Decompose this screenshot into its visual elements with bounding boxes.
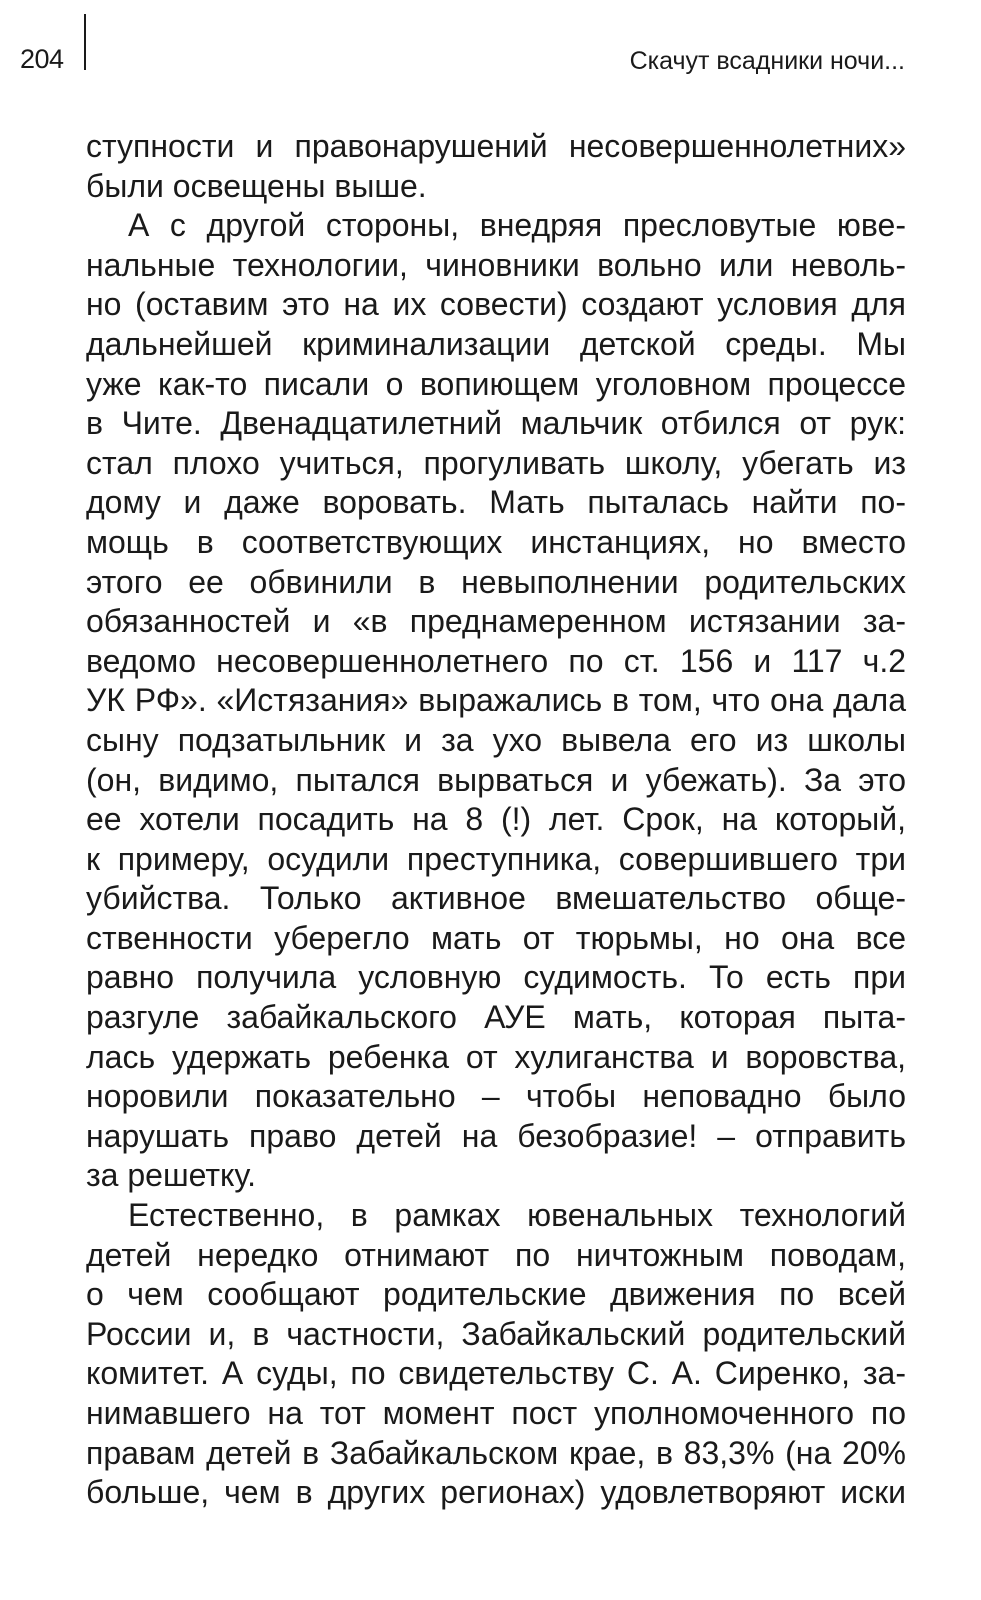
text-line: детей нередко отнимают по ничтожным поводам,: [86, 1236, 906, 1273]
page-number: 204: [20, 44, 64, 74]
text-line: правам детей в Забайкальском крае, в 83,3% (на 20%: [86, 1434, 906, 1471]
text-line: нальные технологии, чиновники вольно или неволь-: [86, 246, 906, 283]
text-line: но (оставим это на их совести) создают условия для: [86, 286, 906, 323]
paragraph: [86, 206, 906, 1196]
body-text: [86, 127, 906, 1513]
text-line: разгуле забайкальского АУЕ мать, которая пыта-: [86, 999, 906, 1036]
text-line: убийства. Только активное вмешательство обще-: [86, 880, 906, 917]
text-line: уже как-то писали о вопиющем уголовном процессе: [86, 365, 906, 402]
text-line: комитет. А суды, по свидетельству С. А. Сиренко, за-: [86, 1355, 906, 1392]
text-line: больше, чем в других регионах) удовлетворяют иски: [86, 1474, 906, 1511]
text-line: к примеру, осудили преступника, совершившего три: [86, 840, 906, 877]
page-header: [0, 0, 981, 100]
text-line: ступности и правонарушений несовершеннолетних»: [86, 128, 906, 164]
paragraph: [86, 1196, 906, 1513]
text-line: УК РФ». «Истязания» выражались в том, что она дала: [86, 682, 906, 719]
text-line: этого ее обвинили в невыполнении родительских: [86, 563, 906, 600]
text-line: дальнейшей криминализации детской среды. Мы: [86, 325, 906, 362]
text-line: мощь в соответствующих инстанциях, но вместо: [86, 523, 906, 560]
text-line: нимавшего на тот момент пост уполномоченного по: [86, 1395, 906, 1431]
text-line: норовили показательно – чтобы неповадно было: [86, 1078, 906, 1115]
text-line: лась удержать ребенка от хулиганства и воровства,: [86, 1038, 906, 1075]
text-line: в Чите. Двенадцатилетний мальчик отбился от рук:: [86, 405, 906, 442]
text-line: нарушать право детей на безобразие! – отправить: [86, 1117, 906, 1154]
text-line: ведомо несовершеннолетнего по ст. 156 и 117 ч.2: [86, 642, 906, 679]
text-line: стал плохо учиться, прогуливать школу, убегать из: [86, 444, 906, 481]
text-line: о чем сообщают родительские движения по всей: [86, 1276, 906, 1313]
text-line: за решетку.: [86, 1157, 257, 1194]
header-divider: [84, 14, 86, 70]
text-line: ственности уберегло мать от тюрьмы, но она все: [86, 919, 906, 956]
text-line: равно получила условную судимость. То есть при: [86, 959, 906, 996]
text-line: России и, в частности, Забайкальский родительский: [86, 1315, 906, 1352]
paragraph: [86, 127, 906, 206]
running-title: Скачут всадники ночи...: [629, 47, 905, 75]
text-line: А с другой стороны, внедряя пресловутые юве-: [128, 207, 906, 244]
text-line: обязанностей и «в преднамеренном истязании за-: [86, 603, 906, 640]
text-line: Естественно, в рамках ювенальных технологий: [128, 1197, 906, 1234]
text-line: ее хотели посадить на 8 (!) лет. Срок, на который,: [86, 801, 906, 838]
text-line: (он, видимо, пытался вырваться и убежать). За это: [86, 761, 906, 798]
text-line: были освещены выше.: [86, 167, 427, 204]
text-line: сыну подзатыльник и за ухо вывела его из школы: [86, 721, 906, 758]
text-line: дому и даже воровать. Мать пыталась найти по-: [86, 484, 906, 521]
